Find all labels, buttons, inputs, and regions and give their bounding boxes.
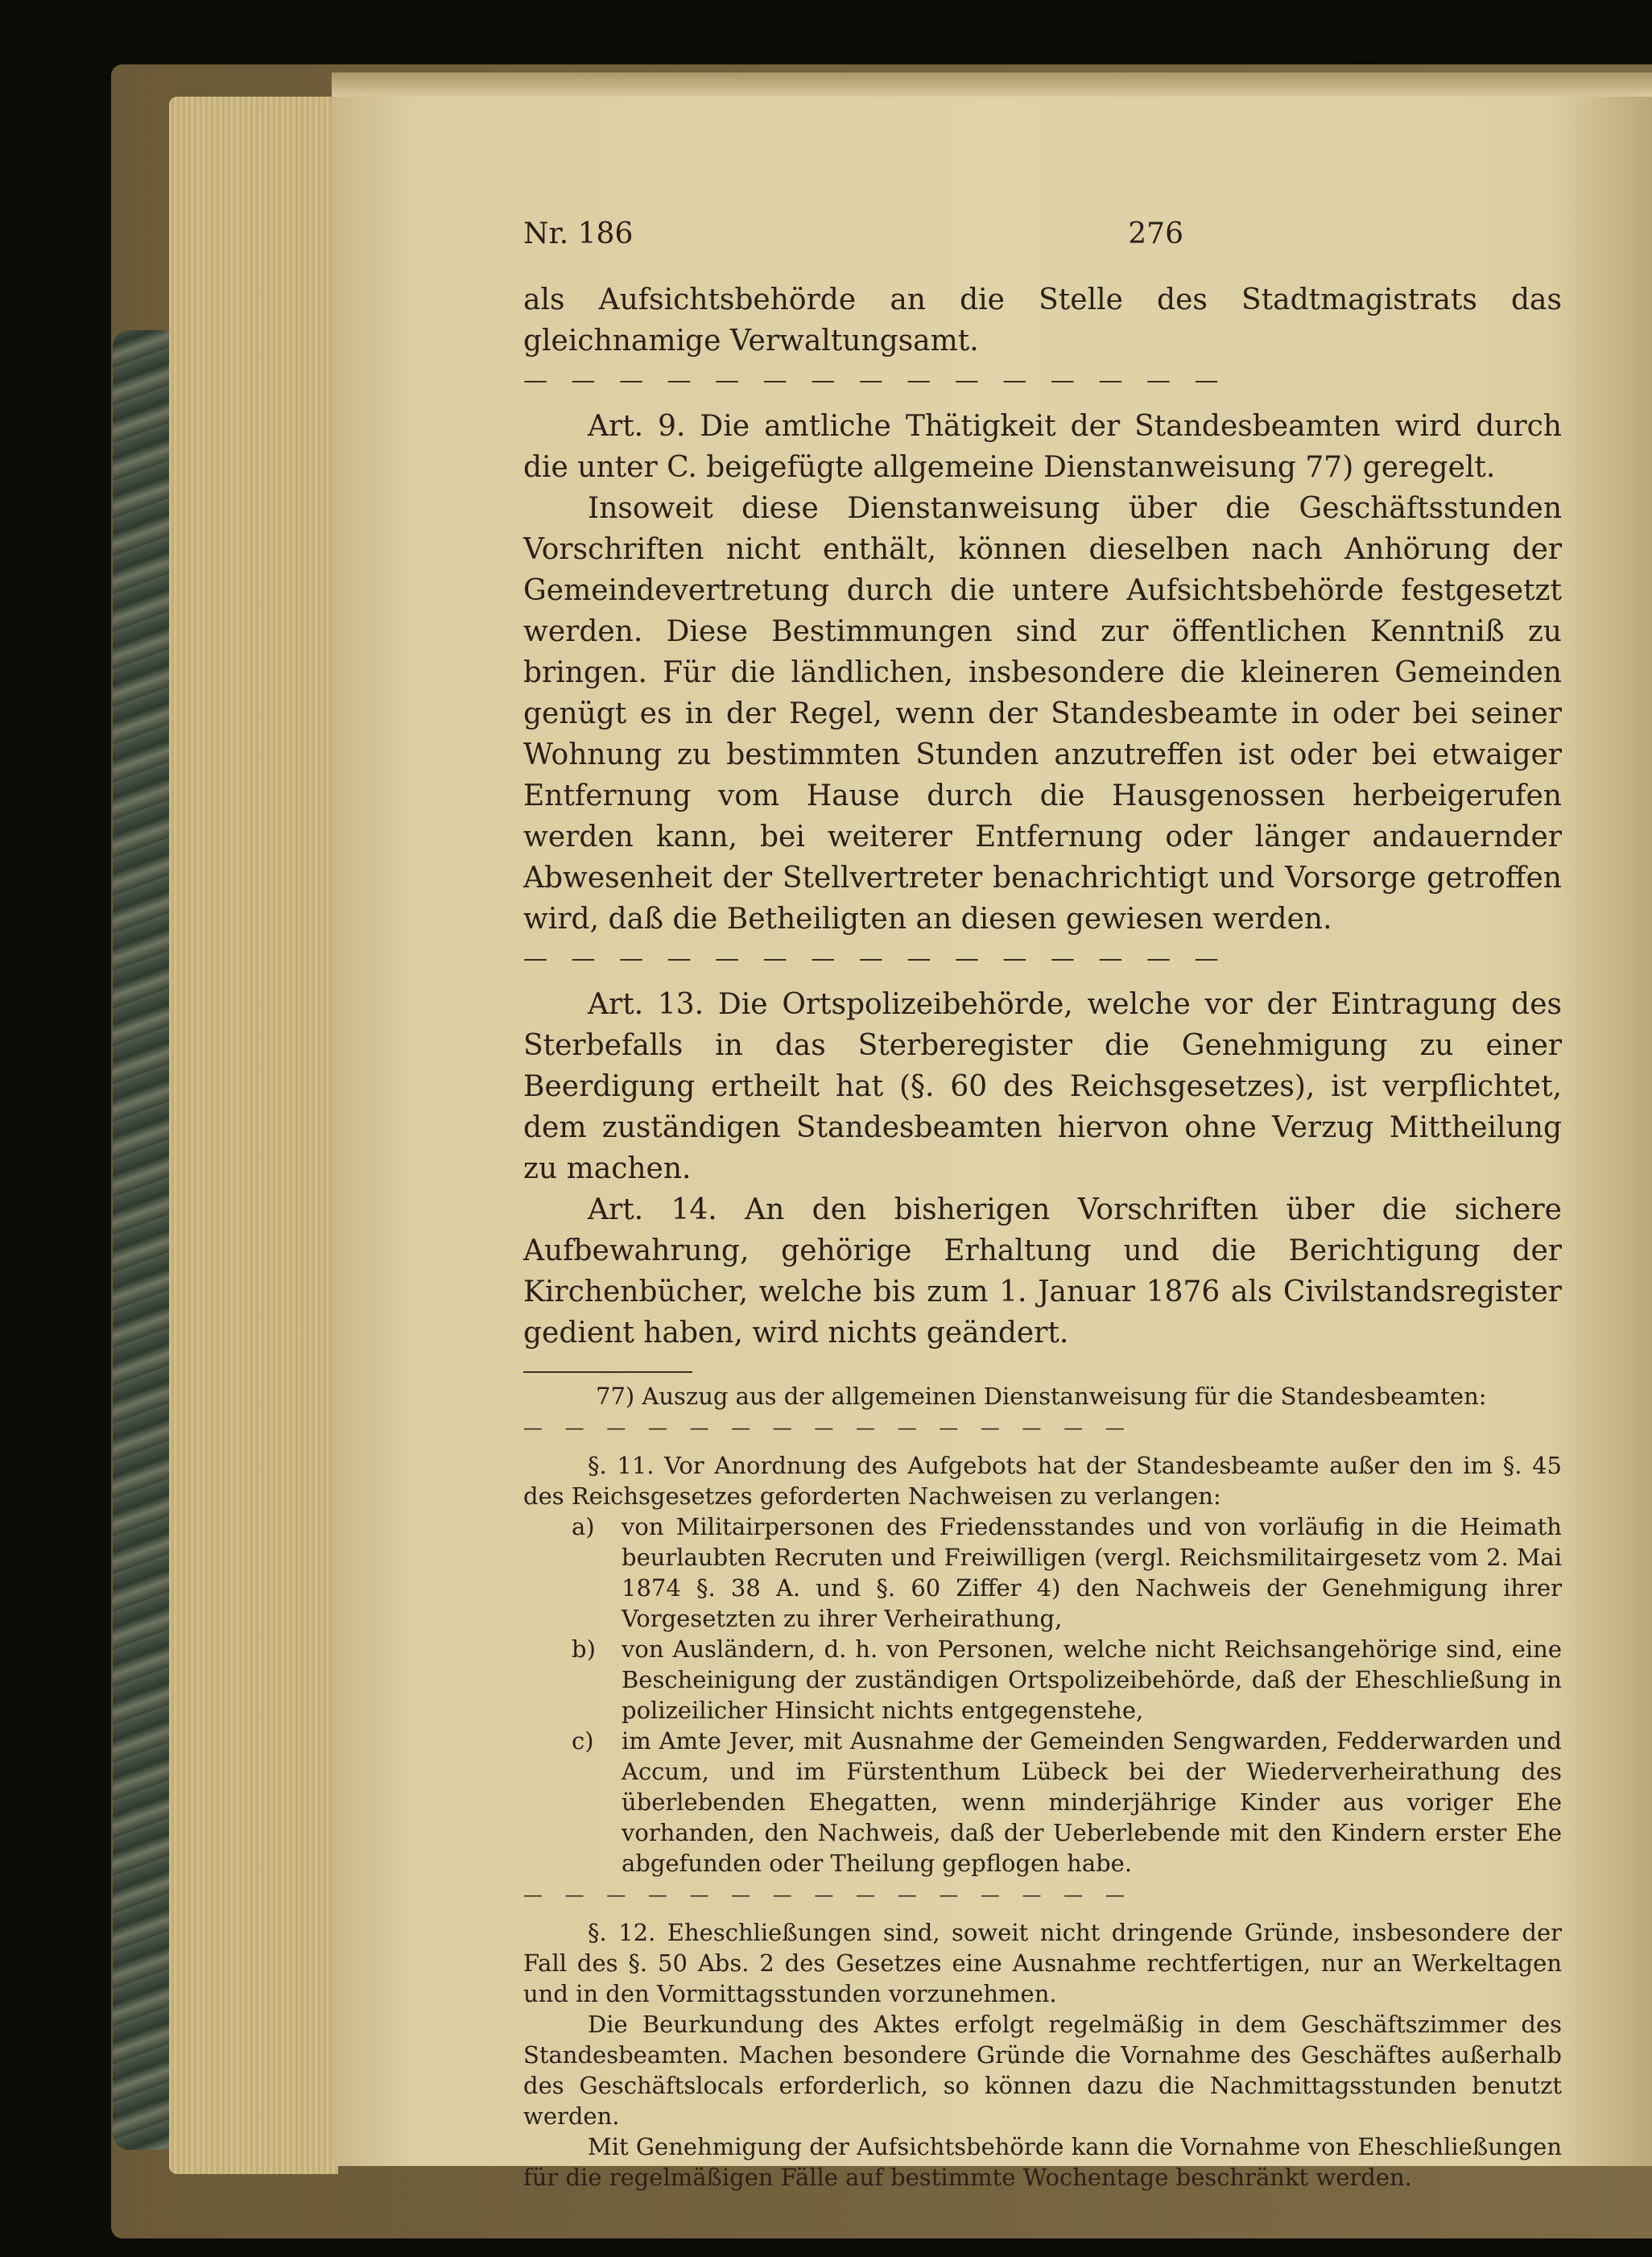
separator-dashes: — — — — — — — — — — — — — — — [523, 1416, 1133, 1439]
item-text: von Militairpersonen des Friedensstandes und von vorläufig in die Heimath beurlaubten Recruten und Freiwilligen (vergl. Reichsmilitairgesetz vom 2. Mai 1874 §. 38 A. und §. 60 Ziffer 4) den Nachweis der Genehmigung ihrer Vorgesetzten zu ihrer Verheirathung, [622, 1513, 1562, 1632]
footnote-section-11: §. 11. Vor Anordnung des Aufgebots hat der Standesbeamte außer den im §. 45 des Reichsgesetzes geforderten Nachweisen zu verlangen: [523, 1452, 1562, 1510]
page-number: 276 [1128, 217, 1183, 250]
list-item [523, 1634, 1562, 1726]
footnote-section-12-paragraph-2: Die Beurkundung des Aktes erfolgt regelmäßig in dem Geschäftszimmer des Standesbeamten. Machen besondere Gründe die Vornahme des Geschäftes außerhalb des Geschäftslocals erforderlich, so können dazu die Nachmittagsstunden benutzt werden. [523, 2011, 1562, 2130]
item-label: c) [572, 1727, 594, 1755]
separator-dashes: — — — — — — — — — — — — — — — [523, 1883, 1133, 1906]
item-label: b) [572, 1635, 596, 1663]
document-number: Nr. 186 [523, 217, 634, 250]
paragraph: als Aufsichtsbehörde an die Stelle des Stadtmagistrats das gleichnamige Verwaltungsamt. [523, 283, 1562, 358]
page-text [523, 217, 1562, 2193]
list-item [523, 1511, 1562, 1634]
page-header [523, 217, 1183, 250]
separator-dashes: — — — — — — — — — — — — — — — [523, 945, 1227, 973]
article-13: Art. 13. Die Ortspolizeibehörde, welche vor der Eintragung des Sterbefalls in das Sterberegister die Genehmigung zu einer Beerdigung ertheilt hat (§. 60 des Reichsgesetzes), ist verpflichtet, dem zuständigen Standesbeamten hiervon ohne Verzug Mittheilung zu machen. [523, 988, 1562, 1185]
footnote-section-12-paragraph-3: Mit Genehmigung der Aufsichtsbehörde kann die Vornahme von Eheschließungen für die regelmäßigen Fälle auf bestimmte Wochentage beschränkt werden. [523, 2133, 1562, 2191]
page-edges [169, 97, 338, 2174]
separator-dashes: — — — — — — — — — — — — — — — [523, 366, 1227, 395]
marbled-spine [113, 330, 177, 2150]
article-9: Art. 9. Die amtliche Thätigkeit der Standesbeamten wird durch die unter C. beigefügte allgemeine Dienstanweisung 77) geregelt. [523, 410, 1562, 484]
article-14: Art. 14. An den bisherigen Vorschriften über die sichere Aufbewahrung, gehörige Erhaltung und die Berichtigung der Kirchenbücher, welche bis zum 1. Januar 1876 als Civilstandsregister gedient haben, wird nichts geändert. [523, 1193, 1562, 1350]
item-label: a) [572, 1513, 595, 1540]
item-text: im Amte Jever, mit Ausnahme der Gemeinden Sengwarden, Fedderwarden und Accum, und im Fürstenthum Lübeck bei der Wiederverheirathung des überlebenden Ehegatten, wenn minderjährige Kinder aus voriger Ehe vorhanden, den Nachweis, daß der Ueberlebende mit den Kindern erster Ehe abgefunden oder Theilung gepflogen habe. [622, 1727, 1562, 1877]
footnote-heading: 77) Auszug aus der allgemeinen Dienstanweisung für die Standesbeamten: [596, 1383, 1487, 1410]
article-9-paragraph-2: Insoweit diese Dienstanweisung über die Geschäftsstunden Vorschriften nicht enthält, können dieselben nach Anhörung der Gemeindevertretung durch die untere Aufsichtsbehörde festgesetzt werden. Diese Bestimmungen sind zur öffentlichen Kenntniß zu bringen. Für die ländlichen, insbesondere die kleineren Gemeinden genügt es in der Regel, wenn der Standesbeamte in oder bei seiner Wohnung zu bestimmten Stunden anzutreffen ist oder bei etwaiger Entfernung vom Hause durch die Hausgenossen herbeigerufen werden kann, bei weiterer Entfernung oder länger andauernder Abwesenheit der Stellvertreter benachrichtigt und Vorsorge getroffen wird, daß die Betheiligten an diesen gewiesen werden. [523, 492, 1562, 936]
page-top-edge [332, 72, 1652, 97]
footnote-section-12: §. 12. Eheschließungen sind, soweit nicht dringende Gründe, insbesondere der Fall des §. 50 Abs. 2 des Gesetzes eine Ausnahme rechtfertigen, nur an Werkeltagen und in den Vormittagsstunden vorzunehmen. [523, 1919, 1562, 2007]
item-text: von Ausländern, d. h. von Personen, welche nicht Reichsangehörige sind, eine Bescheinigung der zuständigen Ortspolizeibehörde, daß der Eheschließung in polizeilicher Hinsicht nichts entgegenstehe, [622, 1635, 1562, 1724]
footnote-rule [523, 1371, 692, 1373]
list-item [523, 1726, 1562, 1879]
